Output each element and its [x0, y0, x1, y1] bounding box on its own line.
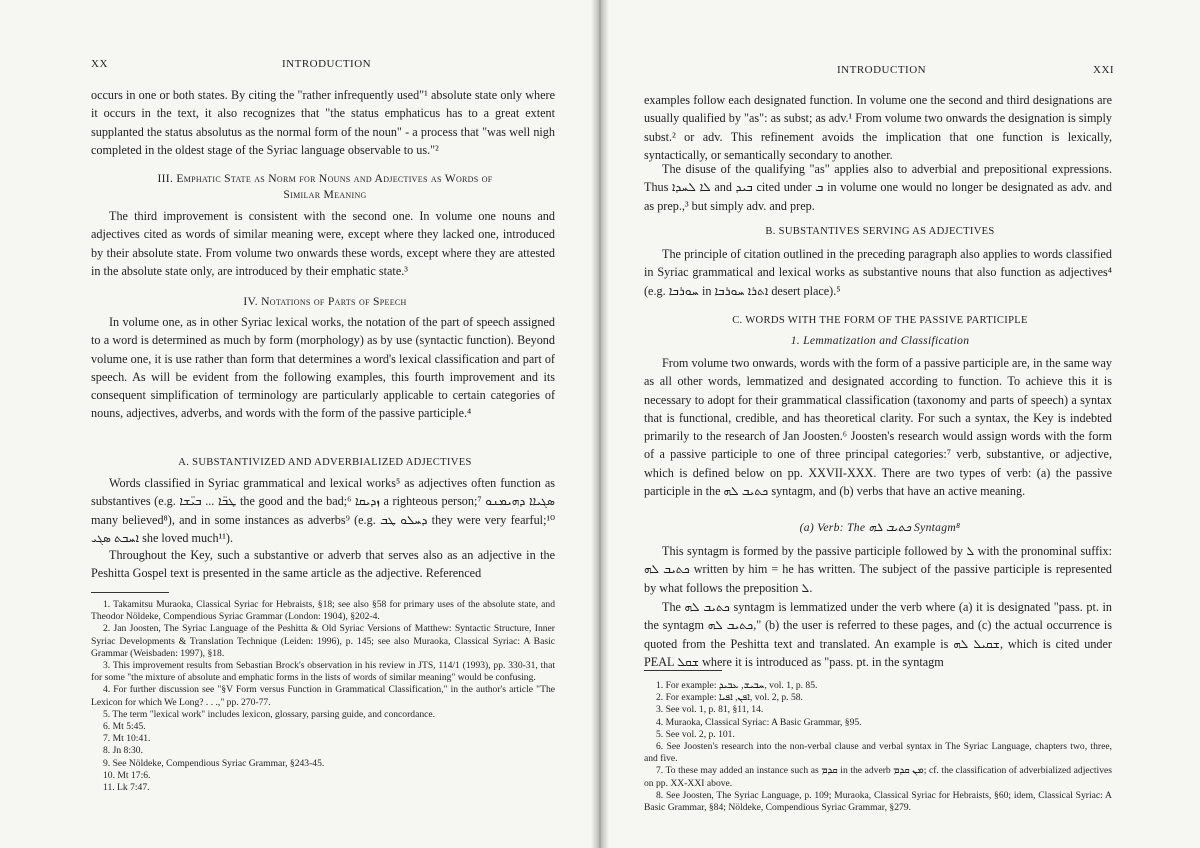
paragraph: From volume two onwards, words with the form of a passive participle are, in the same way as all other words, lemmatized and designated according to function. To achieve this it is necessary to adopt for their grammatical classification (taxonomy and parts of speech) a syntax that is functional, credible, and has theoretical clarity. For such a syntax, the Key is indebted primarily to the research of Jan Joosten.⁶ Joosten's research would assign words with the form of a passive participle to one of three principal categories:⁷ verb, substantive, or adjective, which is defined below on pp. XXVII-XXX. There are two types of verb: (a) the passive participle in the ܟܬܝܒ ܠܗ syntagm, and (b) verbs that have an active meaning. [644, 356, 1112, 499]
paragraph: This syntagm is formed by the passive participle followed by ܠ with the pronominal suffix: ܟܬܝܒ ܠܗ written by him = he has written. The subject of the passive participle is represented by what follows the preposition ܠ. [644, 544, 1112, 595]
paragraph: The ܟܬܝܒ ܠܗ syntagm is lemmatized under the verb where (a) it is designated "pass. pt. in the syntagm ܟܬܝܒ ܠܗ," (b) the user is referred to these pages, and (c) the actual occurrence is quoted from the Peshitta text and translated. An example is ܫܩܝܠ ܠܗ, which is cited under PEAL ܫܩܠ where it is introduced as "pass. pt. in the syntagm [644, 600, 1112, 669]
section-heading: IV. Notations of Parts of Speech [243, 295, 407, 308]
footnote: 10. Mt 17:6. [103, 769, 151, 781]
footnotes [644, 680, 1112, 814]
footnote: 3. See vol. 1, p. 81, §11, 14. [656, 704, 764, 716]
page-number: XX [91, 58, 108, 70]
footnote: 6. Mt 5:45. [103, 721, 146, 733]
paragraph: occurs in one or both states. By citing the "rather infrequently used"¹ absolute state only where it occurs in the text, it also recognizes that "the status emphaticus has to a great extent supplanted the status absolutus as the normal form of the noun" - a process that "was well nigh completed in the oldest stage of the Syriac language observable to us."² [91, 88, 555, 157]
paragraph: examples follow each designated function. In volume one the second and third designations are usually qualified by "as": as subst; as adv.¹ From volume two onwards the designation is simply subst.² or adv. This refinement avoids the implication that one function is lexically, syntactically, or semantically secondary to another. [644, 93, 1112, 162]
subsection-heading: (a) Verb: The ܟܬܝܒ ܠܗ Syntagm⁸ [799, 521, 961, 534]
subsection-heading: 1. Lemmatization and Classification [790, 334, 970, 347]
running-head: INTRODUCTION [837, 64, 927, 76]
footnote-rule [91, 592, 169, 593]
footnote: 1. For example: ܚܒܝܫ, ܥܒܝܕ, vol. 1, p. 85. [656, 680, 818, 691]
footnote: 7. To these may added an instance such as ܩܕܡ in the adverb ܡܢ ܩܕܡ; cf. the classification of adverbialized adjectives on pp. XX-XXI above. [644, 765, 1113, 789]
footnote: 1. Takamitsu Muraoka, Classical Syriac for Hebraists, §18; see also §58 for primary uses of the absolute state, and Theodor Nöldeke, Compendious Syriac Grammar (London: 1904), §202-4. [91, 599, 555, 623]
subsection-heading: C. WORDS WITH THE FORM OF THE PASSIVE PARTICIPLE [732, 315, 1028, 326]
section-heading: III. Emphatic State as Norm for Nouns and Adjectives as Words of Similar Meaning [157, 172, 493, 201]
paragraph: The principle of citation outlined in the preceding paragraph also applies to words classified in Syriac grammatical and lexical works as substantive nouns that also function as adjectives⁴ (e.g. ܚܘܪܒܐ in ܐܬܪܐ ܚܘܪܒܐ desert place).⁵ [644, 247, 1112, 298]
subsection-heading: B. SUBSTANTIVES SERVING AS ADJECTIVES [765, 226, 995, 237]
paragraph: The third improvement is consistent with the second one. In volume one nouns and adjectives cited as words of similar meaning were, except where they lacked one, introduced by their absolute state. From volume two onwards these words, except where they are attested in the absolute state only, are introduced by their emphatic state.³ [91, 209, 555, 278]
footnote: 3. This improvement results from Sebastian Brock's observation in his review in JTS, 114/1 (1993), pp. 330-31, that for some "the mixture of absolute and emphatic forms in the lists of words of similar meaning" would be confusing. [91, 660, 555, 684]
paragraph: In volume one, as in other Syriac lexical works, the notation of the part of speech assigned to a word is determined as much by form (morphology) as by use (syntactic function). Beyond volume one, it is use rather than form that determines a word's lexical classification and part of speech. As will be evident from the following examples, this fourth improvement and its consequent simplification of terminology are particularly applicable to certain categories of nouns, adjectives, adverbs, and words with the form of the passive participle.⁴ [91, 315, 555, 421]
paragraph: Throughout the Key, such a substantive or adverb that serves also as an adjective in the Peshitta Gospel text is presented in the same article as the adjective. Referenced [91, 548, 555, 581]
paragraph: The disuse of the qualifying "as" applies also to adverbial and prepositional expressions. Thus ܠܐ ܠܚܕܐ and ܒܝܕ cited under ܒ in volume one would no longer be designated as adv. and as prep.,³ but simply adv. and prep. [644, 162, 1112, 213]
subsection-heading: A. SUBSTANTIVIZED AND ADVERBIALIZED ADJECTIVES [178, 457, 472, 468]
footnote: 4. For further discussion see "§V Form versus Function in Grammatical Classification," in the author's article "The Lexicon for which We Long? . . .," pp. 270-77. [91, 684, 555, 708]
footnote: 5. The term "lexical work" includes lexicon, glossary, parsing guide, and concordance. [103, 708, 436, 720]
footnote: 4. Muraoka, Classical Syriac: A Basic Grammar, §95. [656, 716, 862, 728]
footnote: 6. See Joosten's research into the non-verbal clause and verbal syntax in The Syriac Language, chapters two, three, and five. [644, 741, 1112, 765]
footnote-rule [644, 670, 722, 671]
footnote: 9. See Nöldeke, Compendious Syriac Grammar, §243-45. [103, 757, 325, 769]
left-page [0, 0, 598, 848]
footnote: 5. See vol. 2, p. 101. [656, 728, 735, 740]
footnote: 2. Jan Joosten, The Syriac Language of the Peshitta & Old Syriac Versions of Matthew: Syntactic Structure, Inner Syriac Developments & Translation Technique (Leiden: 1996), p. 145; see also Muraoka, Classical Syriac: A Basic Grammar (Weisbaden: 1997), §18. [91, 623, 555, 659]
footnote: 8. Jn 8:30. [103, 745, 143, 757]
footnote: 7. Mt 10:41. [103, 733, 151, 745]
footnote: 8. See Joosten, The Syriac Language, p. 109; Muraoka, Classical Syriac for Hebraists, §60; idem, Classical Syriac: A Basic Grammar, §84; Nöldeke, Compendious Syriac Grammar, §279. [644, 789, 1112, 814]
book-gutter [591, 0, 609, 848]
footnote: 2. For example: ܐܦܢ, ܐܦܝܐ, vol. 2, p. 58. [656, 692, 803, 704]
page-number: XXI [1093, 64, 1115, 76]
footnotes [91, 599, 555, 794]
footnote: 11. Lk 7:47. [103, 782, 150, 794]
right-page [600, 0, 1200, 848]
running-head: INTRODUCTION [282, 58, 372, 70]
paragraph: Words classified in Syriac grammatical and lexical works⁵ as adjectives often function as substantives (e.g. ܛܒ̈ܐ ... ܒܝ̈ܫܐ the good and the bad;⁶ ܙܕܝܩܐ a righteous person;⁷ ܣܓܝܐܐ ܕܗܝܡܢܘ many believed⁸), and in some instances as adverbs⁹ (e.g. ܕܚܠܘ ܛܒ they were very fearful;¹⁰ ܐܚܒܬ ܣܓܝ she loved much¹¹). [91, 476, 555, 545]
